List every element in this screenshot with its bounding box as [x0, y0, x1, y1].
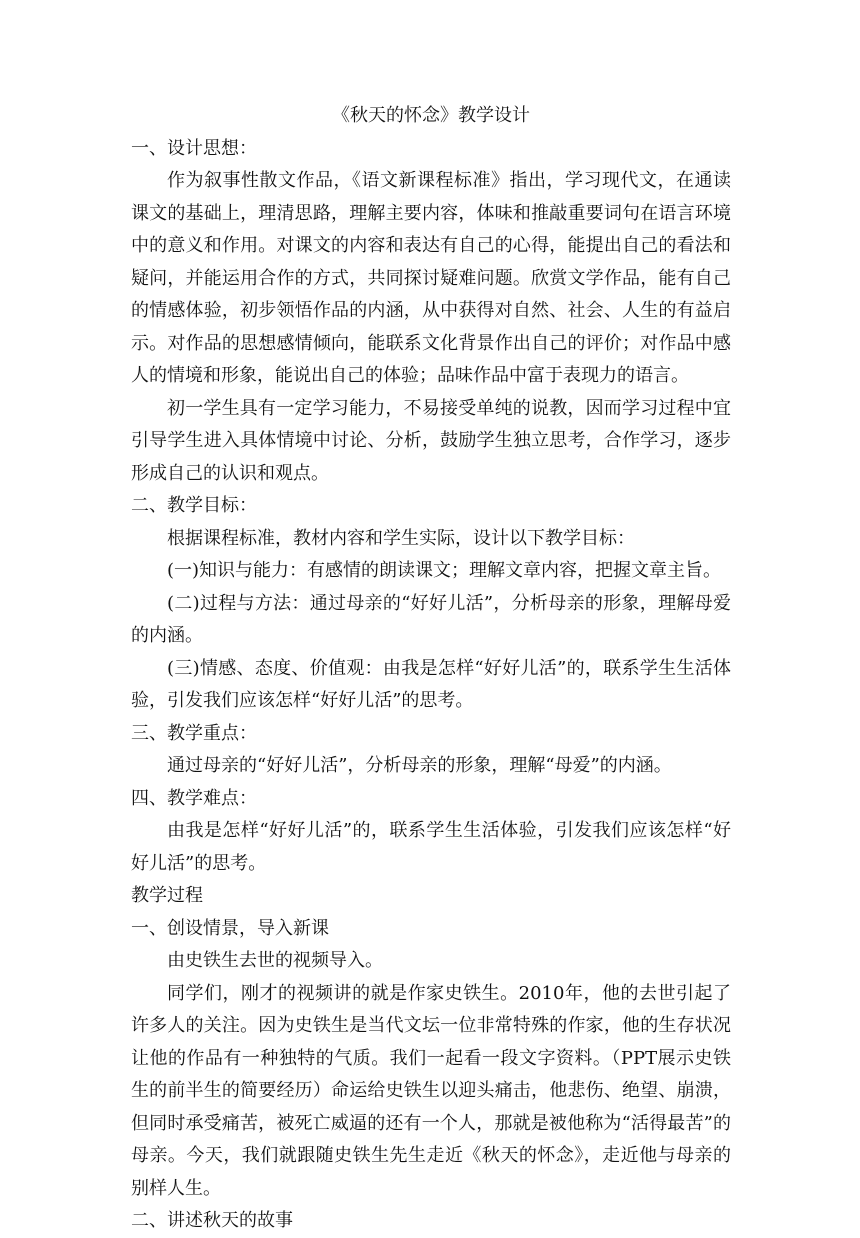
- paragraph-teacher-intro: 同学们，刚才的视频讲的就是作家史铁生。2010年，他的去世引起了许多人的关注。因为史铁生是当代文坛一位非常特殊的作家，他的生存状况让他的作品有一种独特的气质。我们一起看一段文字资料。（PPT展示史铁生的前半生的简要经历）命运给史铁生以迎头痛击，他悲伤、绝望、崩溃，但同时承受痛苦，被死亡威逼的还有一个人，那就是被他称为“活得最苦”的母亲。今天，我们就跟随史铁生先生走近《秋天的怀念》，走近他与母亲的别样人生。: [131, 982, 731, 1199]
- paragraph-key-points: 通过母亲的“好好儿活”，分析母亲的形象，理解“母爱”的内涵。: [167, 755, 672, 776]
- paragraph-difficulties: 由我是怎样“好好儿活”的，联系学生生活体验，引发我们应该怎样“好好儿活”的思考。: [131, 820, 731, 874]
- paragraph-curriculum-standard: 作为叙事性散文作品，《语文新课程标准》指出，学习现代文，在通读课文的基础上，理清思路，理解主要内容，体味和推敲重要词句在语言环境中的意义和作用。对课文的内容和表达有自己的心得，能提出自己的看法和疑问，并能运用合作的方式，共同探讨疑难问题。欣赏文学作品，能有自己的情感体验，初步领悟作品的内涵，从中获得对自然、社会、人生的有益启示。对作品的思想感情倾向，能联系文化背景作出自己的评价；对作品中感人的情境和形象，能说出自己的体验；品味作品中富于表现力的语言。: [131, 170, 731, 386]
- document-page: [131, 100, 731, 1238]
- paragraph-student-analysis: 初一学生具有一定学习能力，不易接受单纯的说教，因而学习过程中宜引导学生进入具体情境中讨论、分析，鼓励学生独立思考，合作学习，逐步形成自己的认识和观点。: [131, 397, 731, 484]
- section-heading-autumn-story: 二、讲述秋天的故事: [131, 1210, 293, 1231]
- section-heading-teaching-process: 教学过程: [131, 885, 203, 906]
- document-title: 《秋天的怀念》教学设计: [332, 105, 530, 126]
- section-heading-introduction: 一、创设情景，导入新课: [131, 917, 329, 939]
- section-heading-teaching-goals: 二、教学目标：: [131, 495, 257, 516]
- section-heading-design-idea: 一、设计思想：: [131, 137, 257, 159]
- paragraph-goals-intro: 根据课程标准，教材内容和学生实际，设计以下教学目标：: [167, 527, 635, 549]
- paragraph-goal-knowledge: (一)知识与能力：有感情的朗读课文；理解文章内容，把握文章主旨。: [167, 560, 722, 581]
- section-heading-key-points: 三、教学重点：: [131, 722, 257, 744]
- paragraph-goal-emotion: (三)情感、态度、价值观：由我是怎样“好好儿活”的，联系学生生活体验，引发我们应该怎样“好好儿活”的思考。: [131, 657, 731, 711]
- paragraph-goal-process: (二)过程与方法：通过母亲的“好好儿活”，分析母亲的形象，理解母爱的内涵。: [131, 592, 731, 646]
- section-heading-difficulties: 四、教学难点：: [131, 787, 257, 809]
- paragraph-video-intro: 由史铁生去世的视频导入。: [167, 950, 383, 971]
